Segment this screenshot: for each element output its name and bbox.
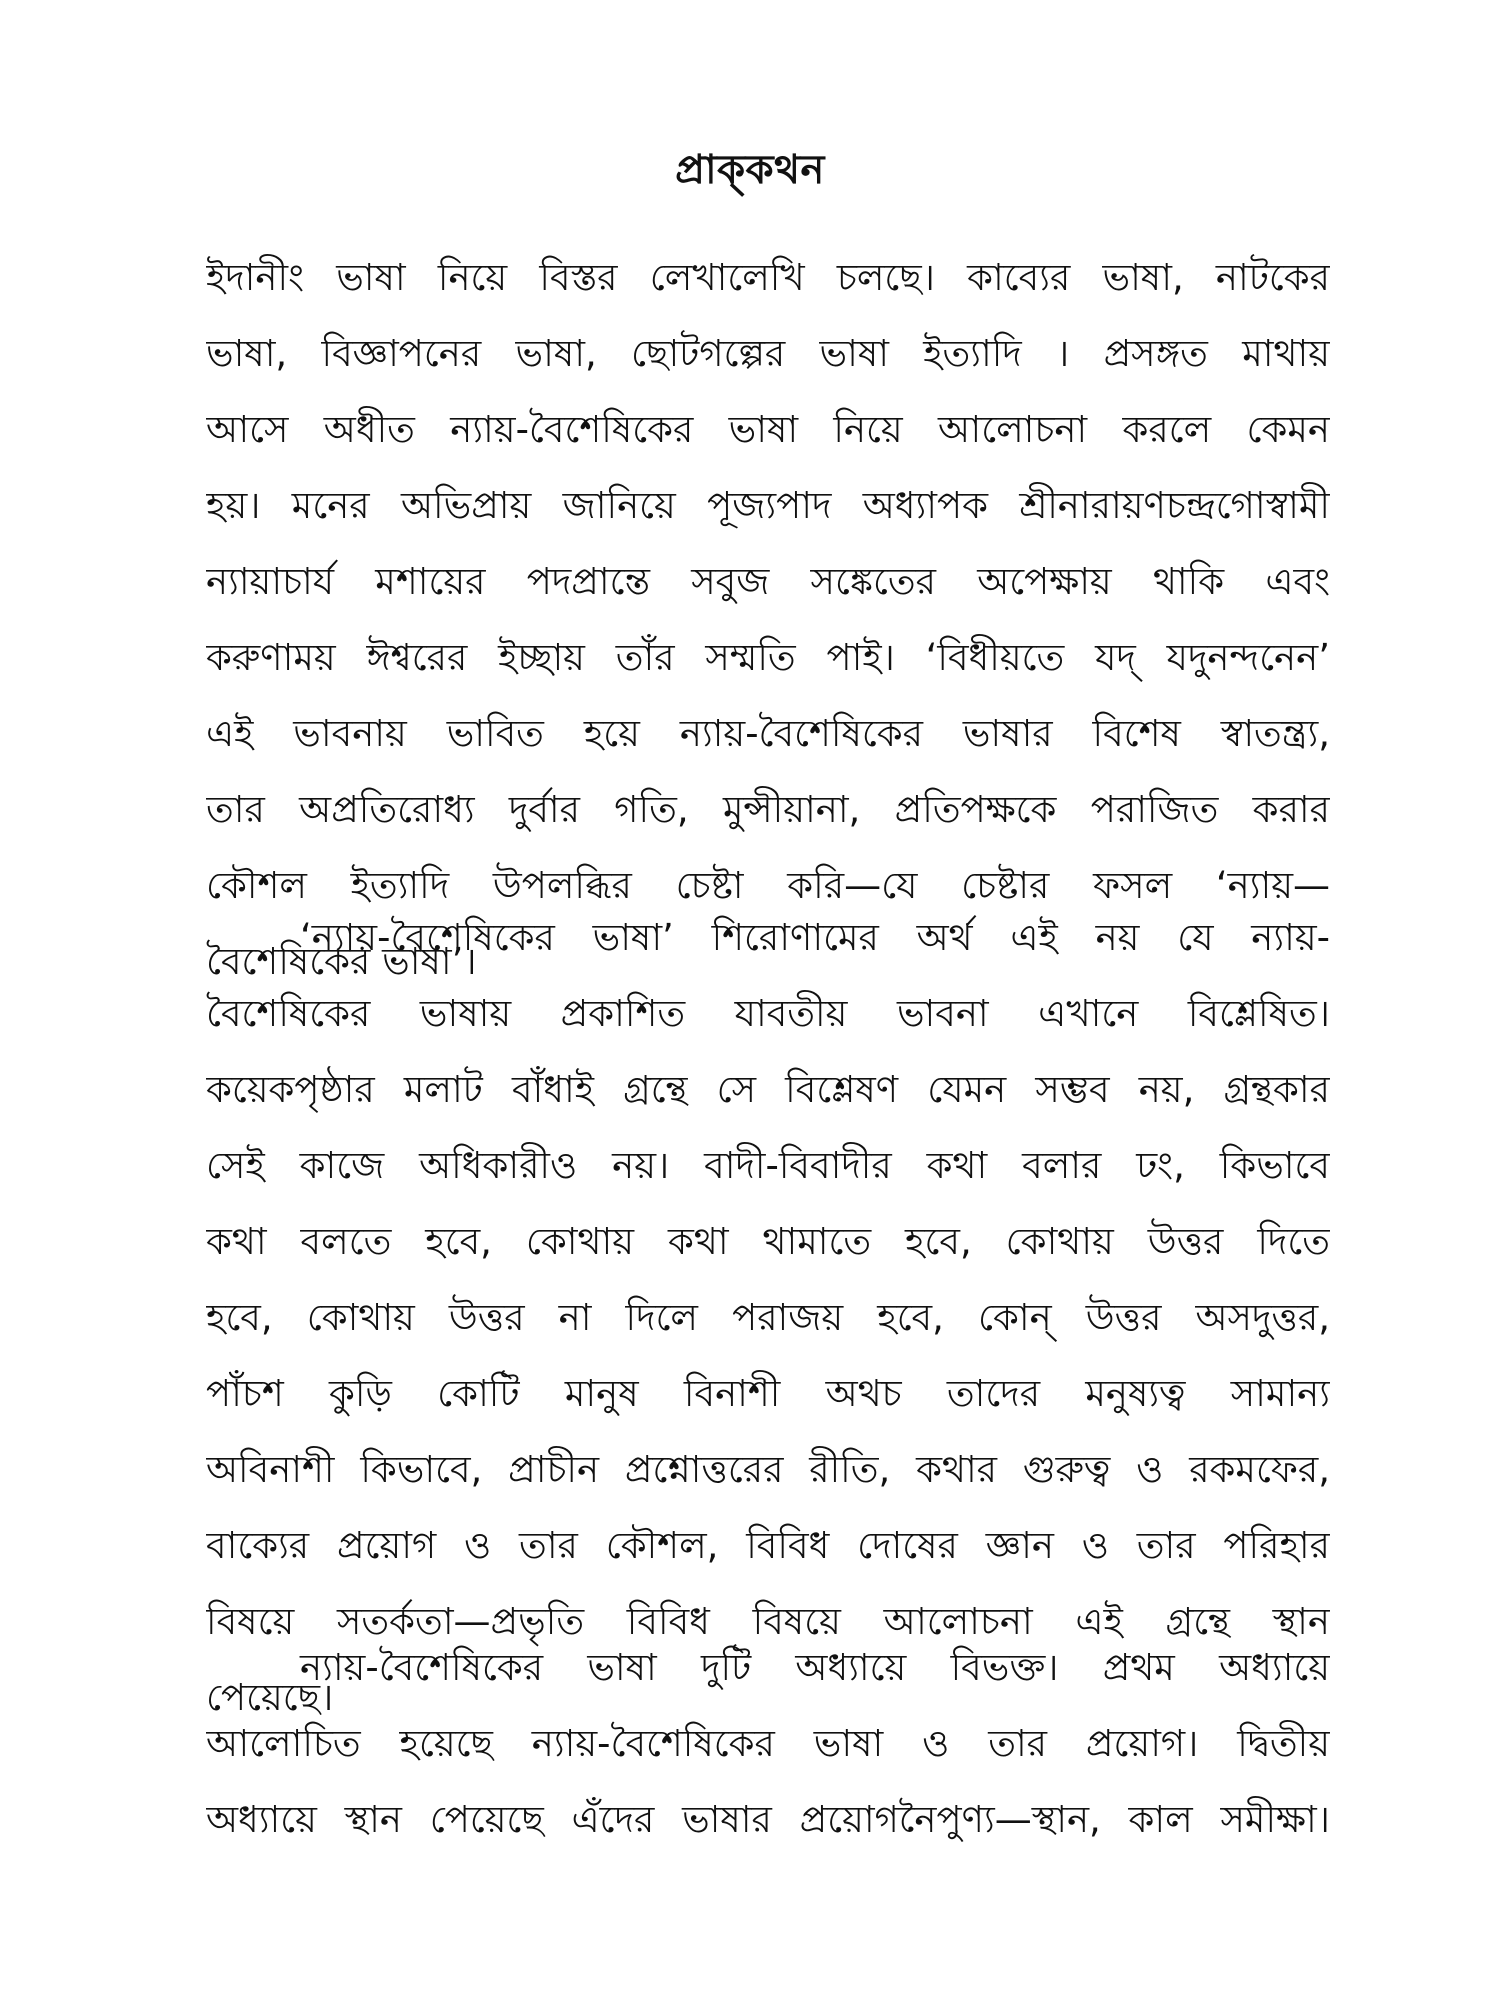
- text-line: সেই কাজে অধিকারীও নয়। বাদী-বিবাদীর কথা বলার ঢং, কিভাবে: [206, 1144, 1330, 1187]
- text-line: এই ভাবনায় ভাবিত হয়ে ন্যায়-বৈশেষিকের ভাষার বিশেষ স্বাতন্ত্র্য,: [206, 712, 1330, 755]
- text-line: অবিনাশী কিভাবে, প্রাচীন প্রশ্নোত্তরের রীতি, কথার গুরুত্ব ও রকমফের,: [206, 1448, 1330, 1491]
- paragraph-1: [206, 240, 1330, 1000]
- text-line: করুণাময় ঈশ্বরের ইচ্ছায় তাঁর সম্মতি পাই। ‘বিধীয়তে যদ্‌ যদুনন্দনেন’: [206, 636, 1330, 679]
- text-line: ভাষা, বিজ্ঞাপনের ভাষা, ছোটগল্পের ভাষা ইত্যাদি । প্রসঙ্গত মাথায়: [206, 332, 1330, 375]
- text-line: পেয়েছে।: [206, 1676, 334, 1719]
- text-line: বৈশেষিকের ভাষায় প্রকাশিত যাবতীয় ভাবনা এখানে বিশ্লেষিত।: [206, 992, 1330, 1035]
- paragraph-2: [206, 900, 1330, 1736]
- text-line: কথা বলতে হবে, কোথায় কথা থামাতে হবে, কোথায় উত্তর দিতে: [206, 1220, 1330, 1263]
- text-line: বাক্যের প্রয়োগ ও তার কৌশল, বিবিধ দোষের জ্ঞান ও তার পরিহার: [206, 1524, 1330, 1567]
- text-line: ন্যায়াচার্য মশায়ের পদপ্রান্তে সবুজ সঙ্কেতের অপেক্ষায় থাকি এবং: [206, 560, 1330, 603]
- text-line: বৈশেষিকের ভাষা’।: [206, 940, 477, 983]
- text-line: ন্যায়-বৈশেষিকের ভাষা দুটি অধ্যায়ে বিভক্ত। প্রথম অধ্যায়ে: [300, 1646, 1330, 1689]
- text-line: বিষয়ে সতর্কতা—প্রভৃতি বিবিধ বিষয়ে আলোচনা এই গ্রন্থে স্থান: [206, 1600, 1330, 1643]
- text-line: অধ্যায়ে স্থান পেয়েছে এঁদের ভাষার প্রয়োগনৈপুণ্য—স্থান, কাল সমীক্ষা।: [206, 1798, 1330, 1841]
- text-line: আলোচিত হয়েছে ন্যায়-বৈশেষিকের ভাষা ও তার প্রয়োগ। দ্বিতীয়: [206, 1722, 1330, 1765]
- text-line: ‘ন্যায়-বৈশেষিকের ভাষা’ শিরোণামের অর্থ এই নয় যে ন্যায়-: [300, 916, 1330, 959]
- paragraph-3: [206, 1630, 1330, 1858]
- text-line: হয়। মনের অভিপ্রায় জানিয়ে পূজ্যপাদ অধ্যাপক শ্রীনারায়ণচন্দ্রগোস্বামী: [206, 484, 1330, 527]
- page-title: প্রাক্‌কথন: [675, 147, 825, 193]
- text-line: তার অপ্রতিরোধ্য দুর্বার গতি, মুন্সীয়ানা, প্রতিপক্ষকে পরাজিত করার: [206, 788, 1330, 831]
- text-line: আসে অধীত ন্যায়-বৈশেষিকের ভাষা নিয়ে আলোচনা করলে কেমন: [206, 408, 1330, 451]
- text-line: ইদানীং ভাষা নিয়ে বিস্তর লেখালেখি চলছে। কাব্যের ভাষা, নাটকের: [206, 256, 1330, 299]
- text-line: কৌশল ইত্যাদি উপলব্ধির চেষ্টা করি—যে চেষ্টার ফসল ‘ন্যায়—: [206, 864, 1330, 907]
- text-line: পাঁচশ কুড়ি কোটি মানুষ বিনাশী অথচ তাদের মনুষ্যত্ব সামান্য: [206, 1372, 1330, 1415]
- text-line: কয়েকপৃষ্ঠার মলাট বাঁধাই গ্রন্থে সে বিশ্লেষণ যেমন সম্ভব নয়, গ্রন্থকার: [206, 1068, 1330, 1111]
- text-line: হবে, কোথায় উত্তর না দিলে পরাজয় হবে, কোন্‌ উত্তর অসদুত্তর,: [206, 1296, 1330, 1339]
